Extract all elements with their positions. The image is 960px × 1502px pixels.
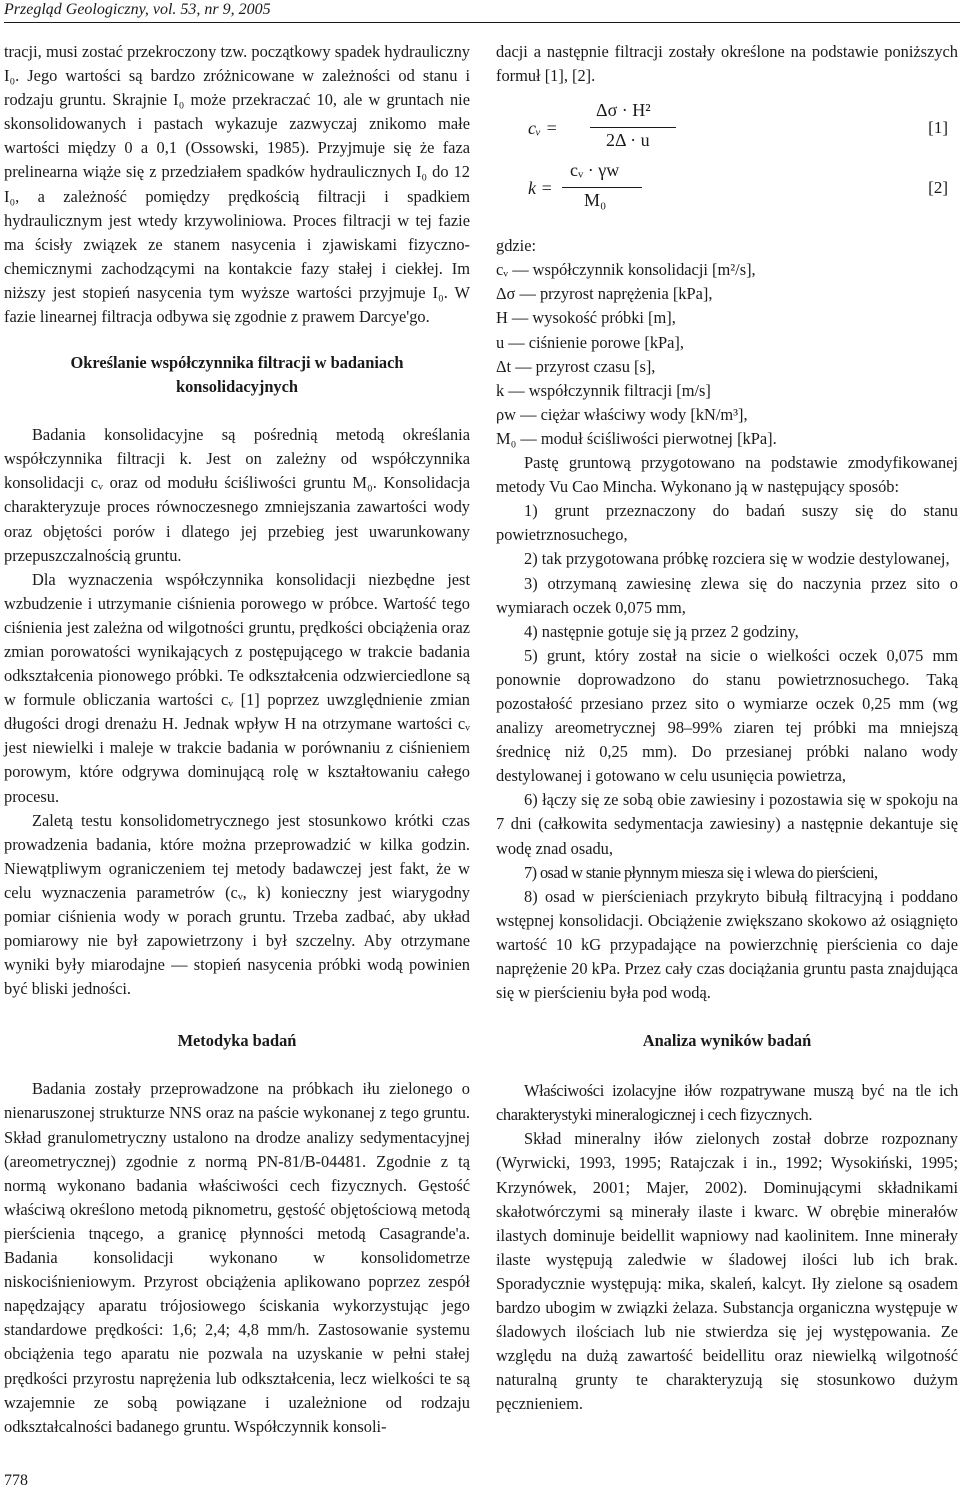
paragraph: Badania zostały przeprowadzone na próbkach iłu zielonego o nienaruszonej strukturze NNS oraz na paście wykonanej z tego gruntu. Skład granulometryczny ustalono na drodze analizy sedymentacyjnej (areometrycznej) zgodnie z normą PN-81/B-04481. Zgodnie z tą normą wykonano badania właściwości cech fizycznych. Gęstość właściwą określono metodą piknometru, gęstość objętościową metodą pierścienia tnącego, a granicę płynności metodą Casagrande'a. Badania konsolidacji wykonano w konsolidometrze niskociśnieniowym. Przyrost obciążenia aplikowano poprzez zespół napędzający aparatu trójosiowego ściskania wykorzystując jego standardowe prędkości: 1,6; 2,4; 4,8 mm/h. Zastosowanie systemu obciążenia tego aparatu nie pozwala na uzyskanie w pełni stałej prędkości przyrostu naprężenia lub odkształcenia, lecz wielkości te są wzajemnie ze sobą powiązane i uzależnione od rodzaju odkształcalności badanego gruntu. Współczynnik konsoli- [4,1079,470,1436]
right-column [496,40,958,1417]
section-heading-results: Analiza wyników badań [642,1031,812,1051]
definitions-intro: gdzie: [496,236,537,256]
left-column [4,40,470,1439]
procedure-step: 1) grunt przeznaczony do badań suszy się do stanu powietrznosuchego, [496,501,958,545]
heading-line: konsolidacyjnych [175,377,299,397]
formula-block [496,100,958,220]
definition-item: u — ciśnienie porowe [kPa], [496,332,684,352]
procedure-step: 2) tak przygotowana próbkę rozciera się w wodzie destylowanej, [524,549,950,569]
paragraph: Badania konsolidacyjne są pośrednią metodą określania współczynnika filtracji k. Jest on zależny od współczynnika konsolidacji cᵥ oraz od modułu ściśliwości gruntu M₀. Konsolidacja charakteryzuje proces równoczesnego zmniejszania zawartości wody oraz objętości porów i dlatego jej przebieg jest uwarunkowany przepuszczalnością gruntu. [4,425,470,565]
procedure-step: 8) osad w pierścieniach przykryto bibułą filtracyjną i poddano wstępnej konsolidacji. Obciążenie zwiększano skokowo aż osiągnięto wartość 10 kG przypadające na powierzchnię pierścienia co daje naprężenie 20 kPa. Przez cały czas dociążania gruntu pasta znajdująca się w pierścieniu była pod wodą. [496,886,958,1003]
procedure-step: 6) łączy się ze sobą obie zawiesiny i pozostawia się w spokoju na 7 dni (całkowita sedymentacja zawiesiny) a następnie dekantuje się wodę znad osadu, [496,790,958,858]
formula-lhs: k = [528,178,553,199]
running-header [4,0,960,23]
formula-number: [1] [928,118,948,138]
fraction-bar [562,187,642,188]
formula-number: [2] [928,178,948,198]
formula-filtration-coefficient [496,160,958,216]
definition-item: M₀ — moduł ściśliwości pierwotnej [kPa]. [496,428,777,448]
procedure-step: 3) otrzymaną zawiesinę zlewa się do naczynia przez sito o wymiarach oczek 0,075 mm, [496,573,958,617]
definition-item: ρw — ciężar właściwy wody [kN/m³], [496,404,748,424]
paragraph: tracji, musi zostać przekroczony tzw. początkowy spadek hydrauliczny I₀. Jego wartości są bardzo zróżnicowane w zależności od stanu i rodzaju gruntu. Skrajnie I₀ może przekraczać 10, ale w gruntach nie skonsolidowanych i pastach wykazuje zazwyczaj znikomo małe wartości między 0 a 0,1 (Ossowski, 1985). Przyjmuje się że faza prelinearna wiąże się z przedziałem spadków hydraulicznych I₀ do 12 I₀, a zależność pomiędzy prędkością filtracji i spadkiem hydraulicznym jest wtedy krzywoliniowa. Proces filtracji w tej fazie ma ścisły związek ze stanem nasycenia i zjawiskami fizyczno-chemicznymi zachodzącymi na kontakcie fazy stałej i ciekłej. Im niższy jest stopień nasycenia tym wyższe wartości przyjmuje I₀. W fazie linearnej filtracja odbywa się zgodnie z prawem Darcye'go. [4,42,470,327]
section-heading-consolidation [4,351,470,399]
paragraph: Właściwości izolacyjne iłów rozpatrywane muszą być na tle ich charakterystyki mineralogicznej i cech fizycznych. [496,1081,958,1125]
formula-denominator: M₀ [584,190,607,211]
definition-item: Δσ — przyrost naprężenia [kPa], [496,284,713,304]
formula-numerator: cᵥ · γw [570,160,620,181]
section-heading-methods: Metodyka badań [177,1031,297,1051]
formula-numerator: Δσ · H² [596,100,651,121]
fraction-bar [590,127,676,128]
formula-consolidation-coefficient [496,100,958,156]
page-number: 778 [4,1472,28,1489]
definition-item: cᵥ — współczynnik konsolidacji [m²/s], [496,260,756,280]
definition-item: H — wysokość próbki [m], [496,308,676,328]
paragraph: Skład mineralny iłów zielonych został dobrze rozpoznany (Wyrwicki, 1993, 1995; Ratajczak i in., 1992; Wysokiński, 1995; Krzynówek, 2001; Majer, 2002). Dominującymi składnikami skałotwórczymi są minerały ilaste i kwarc. W obrębie minerałów ilastych dominuje beidellit wapniowy nad kaolinitem. Inne minerały ilaste występują zaledwie w śladowej ilości lub ich brak. Sporadycznie występują: mika, skaleń, kalcyt. Iły zielone są osadem bardzo ubogim w związki żelaza. Substancja organiczna występuje w śladowych ilościach lub nie stwierdza się jej występowania. Ze względu na dużą zawartość beidellitu oraz niewielką wilgotność naturalną grunty te charakteryzują się stosunkowo dużym pęcznieniem. [496,1129,958,1414]
procedure-step: 7) osad w stanie płynnym miesza się i wlewa do pierścieni, [524,862,878,882]
formula-denominator: 2Δ · u [606,130,650,151]
paragraph: Pastę gruntową przygotowano na podstawie zmodyfikowanej metody Vu Cao Mincha. Wykonano ją w następujący sposób: [496,453,958,497]
paragraph: dacji a następnie filtracji zostały określone na podstawie poniższych formuł [1], [2]. [496,42,958,86]
paragraph: Zaletą testu konsolidometrycznego jest stosunkowo krótki czas prowadzenia badania, które można przeprowadzić w kilka godzin. Niewątpliwym ograniczeniem tej metody badawczej jest fakt, że w celu wyznaczenia parametrów (cᵥ, k) konieczny jest wiarygodny pomiar ciśnienia wody w porach gruntu. Trzeba zadbać, aby układ pomiarowy nie był zapowietrzony i był szczelny. Aby otrzymane wyniki były miarodajne — stopień nasycenia próbki wodą powinien być bliski jedności. [4,810,470,999]
procedure-step: 4) następnie gotuje się ją przez 2 godziny, [524,621,799,641]
journal-title: Przegląd Geologiczny, vol. 53, nr 9, 2005 [4,1,271,18]
paragraph: Dla wyznaczenia współczynnika konsolidacji niezbędne jest wzbudzenie i utrzymanie ciśnienia porowego w próbce. Wartość tego ciśnienia jest zależna od wilgotności gruntu, prędkości obciążenia oraz zmian porowatości wynikających z postępującego w trakcie badania odkształcenia pionowego próbki. Te odkształcenia odzwierciedlone są w formule obliczania wartości cᵥ [1] poprzez uwzględnienie zmian długości drogi drenażu H. Jednak wpływ H na otrzymane wartości cᵥ jest niewielki i maleje w trakcie badania w porównaniu z ciśnieniem porowym, które odgrywa dominującą rolę w kształtowaniu całego procesu. [4,569,470,806]
definition-item: k — współczynnik filtracji [m/s] [496,380,711,400]
procedure-step: 5) grunt, który został na sicie o wielkości oczek 0,075 mm ponownie doprowadzono do stanu powietrznosuchego. Taką pozostałość przesiano przez sito o wymiarze oczek 0,25 mm (wg analizy areometrycznej 98–99% ziaren tej próbki ma mniejszą średnicę niż 0,25 mm). Do przesianej próbki nalano wody destylowanej i gotowano w celu usunięcia powietrza, [496,645,958,786]
formula-lhs: cᵥ = [528,118,558,139]
heading-line: Określanie współczynnika filtracji w badaniach [70,353,404,373]
definition-item: Δt — przyrost czasu [s], [496,356,656,376]
symbol-definitions [496,234,958,451]
